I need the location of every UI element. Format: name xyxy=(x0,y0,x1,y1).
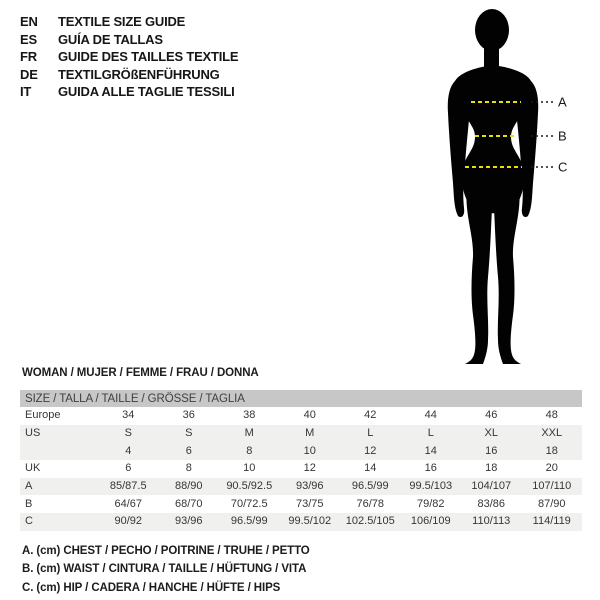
size-cell: 106/109 xyxy=(401,513,462,531)
language-title: GUIDA ALLE TAGLIE TESSILI xyxy=(58,84,235,99)
size-cell: S xyxy=(159,425,220,443)
size-table xyxy=(20,390,582,531)
measurement-legend xyxy=(22,542,310,597)
size-cell: 10 xyxy=(243,462,256,475)
table-header-row xyxy=(20,390,582,407)
row-label: US xyxy=(20,425,98,443)
woman-silhouette-figure xyxy=(405,5,595,375)
size-cell: 44 xyxy=(424,409,437,422)
size-cell: 14 xyxy=(364,462,377,475)
size-cell: L xyxy=(401,425,462,443)
size-cell: 93/96 xyxy=(280,478,341,496)
size-cell: 48 xyxy=(545,409,558,422)
size-cell: 87/90 xyxy=(537,497,566,510)
size-cell: 10 xyxy=(280,442,341,460)
size-cell: 6 xyxy=(159,442,220,460)
marker-label-a: A xyxy=(558,94,567,110)
size-cell: 40 xyxy=(303,409,316,422)
language-title: GUÍA DE TALLAS xyxy=(58,31,163,47)
size-cell: 73/75 xyxy=(295,497,324,510)
legend-line: C. (cm) HIP / CADERA / HANCHE / HÜFTE / HIPS xyxy=(22,581,281,594)
size-cell: 68/70 xyxy=(174,497,203,510)
language-list xyxy=(20,13,238,101)
size-cell: 8 xyxy=(185,462,192,475)
size-cell: XXL xyxy=(522,425,583,443)
size-cell: 99.5/102 xyxy=(280,513,341,531)
language-row xyxy=(20,48,238,66)
size-cell: 110/113 xyxy=(461,513,522,531)
size-cell: 18 xyxy=(485,462,498,475)
size-cell: 8 xyxy=(219,442,280,460)
size-cell: 18 xyxy=(522,442,583,460)
size-cell: 88/90 xyxy=(159,478,220,496)
language-code: ES xyxy=(20,31,37,47)
table-row xyxy=(20,425,582,443)
language-code: IT xyxy=(20,84,32,99)
table-row xyxy=(20,478,582,496)
row-label: Europe xyxy=(25,409,61,422)
size-cell: 14 xyxy=(401,442,462,460)
size-cell: 12 xyxy=(303,462,316,475)
size-cell: 46 xyxy=(485,409,498,422)
legend-line: A. (cm) CHEST / PECHO / POITRINE / TRUHE / PETTO xyxy=(22,545,310,557)
size-cell: 76/78 xyxy=(356,497,385,510)
size-cell: 70/72.5 xyxy=(230,497,268,510)
size-cell: 104/107 xyxy=(461,478,522,496)
size-cell: 85/87.5 xyxy=(98,478,159,496)
size-cell: 4 xyxy=(98,442,159,460)
size-cell: 16 xyxy=(461,442,522,460)
row-label: A xyxy=(20,478,98,496)
size-cell: S xyxy=(98,425,159,443)
language-code: DE xyxy=(20,66,38,82)
language-row xyxy=(20,31,238,49)
language-title: TEXTILE SIZE GUIDE xyxy=(58,14,186,29)
table-row xyxy=(20,460,582,478)
language-title: TEXTILGRÖßENFÜHRUNG xyxy=(58,66,220,82)
size-cell: 6 xyxy=(125,462,132,475)
size-cell: 12 xyxy=(340,442,401,460)
size-cell: XL xyxy=(461,425,522,443)
size-cell: 93/96 xyxy=(159,513,220,531)
table-row xyxy=(20,407,582,425)
size-cell: 83/86 xyxy=(477,497,506,510)
size-cell: 107/110 xyxy=(522,478,583,496)
language-title: GUIDE DES TAILLES TEXTILE xyxy=(58,49,239,64)
table-header: SIZE / TALLA / TAILLE / GRÖSSE / TAGLIA xyxy=(20,390,582,407)
row-label: C xyxy=(20,513,98,531)
woman-silhouette-icon xyxy=(405,5,595,375)
size-cell: 38 xyxy=(243,409,256,422)
size-cell: 36 xyxy=(182,409,195,422)
size-cell: 96.5/99 xyxy=(340,478,401,496)
size-cell: 114/119 xyxy=(522,513,583,531)
size-cell: 102.5/105 xyxy=(340,513,401,531)
size-cell: 96.5/99 xyxy=(219,513,280,531)
table-row xyxy=(20,442,582,460)
size-cell: 42 xyxy=(364,409,377,422)
size-cell: 79/82 xyxy=(416,497,445,510)
table-row xyxy=(20,513,582,531)
language-row xyxy=(20,83,238,101)
section-title: WOMAN / MUJER / FEMME / FRAU / DONNA xyxy=(22,367,259,379)
row-label xyxy=(20,442,98,460)
size-cell: M xyxy=(219,425,280,443)
size-cell: 34 xyxy=(122,409,135,422)
size-cell: M xyxy=(280,425,341,443)
marker-label-b: B xyxy=(558,128,567,144)
row-label: UK xyxy=(25,462,41,475)
size-cell: 99.5/103 xyxy=(401,478,462,496)
language-row xyxy=(20,66,238,84)
table-row xyxy=(20,495,582,513)
size-cell: L xyxy=(340,425,401,443)
size-cell: 90/92 xyxy=(98,513,159,531)
marker-label-c: C xyxy=(558,159,568,175)
size-cell: 16 xyxy=(424,462,437,475)
size-table-body xyxy=(20,407,582,531)
row-label: B xyxy=(25,497,33,510)
language-row xyxy=(20,13,238,31)
size-cell: 90.5/92.5 xyxy=(219,478,280,496)
legend-line: B. (cm) WAIST / CINTURA / TAILLE / HÜFTUNG / VITA xyxy=(22,563,307,576)
language-code: EN xyxy=(20,14,38,29)
size-cell: 64/67 xyxy=(114,497,143,510)
size-cell: 20 xyxy=(545,462,558,475)
language-code: FR xyxy=(20,49,37,64)
